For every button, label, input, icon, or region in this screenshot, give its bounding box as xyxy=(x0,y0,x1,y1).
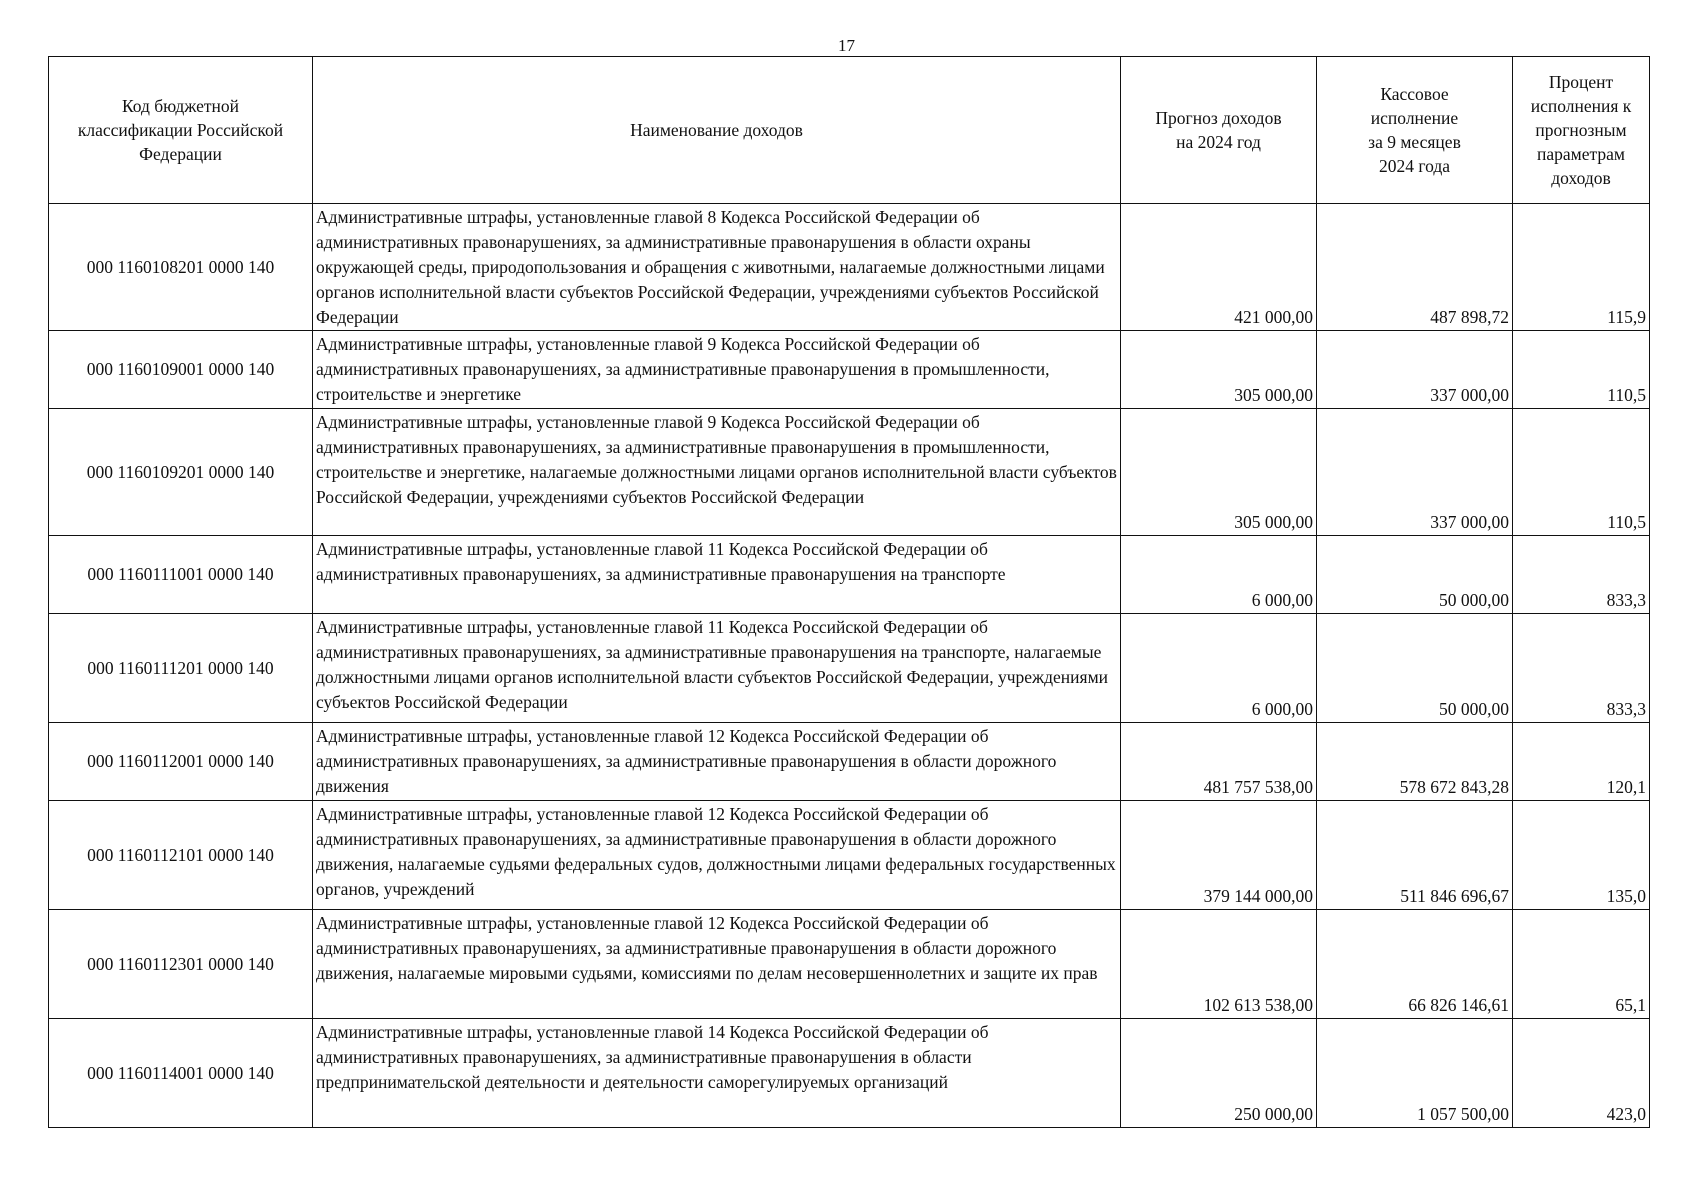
cell-name: Административные штрафы, установленные главой 12 Кодекса Российской Федерации об административных правонарушениях, за административные правонарушения в области дорожного движения, налагаемые судьями федеральных судов, должностными лицами федеральных государственных органов, учреждений xyxy=(313,801,1121,910)
table-row xyxy=(49,910,1650,1019)
cell-name: Административные штрафы, установленные главой 9 Кодекса Российской Федерации об административных правонарушениях, за административные правонарушения в промышленности, строительстве и энергетике, налагаемые должностными лицами органов исполнительной власти субъектов Российской Федерации, учреждениями субъектов Российской Федерации xyxy=(313,409,1121,536)
header-cash: Кассовое исполнение за 9 месяцев 2024 года xyxy=(1317,57,1513,204)
cell-forecast: 421 000,00 xyxy=(1121,204,1317,331)
page-number: 17 xyxy=(838,36,855,55)
cell-percent: 110,5 xyxy=(1513,331,1650,409)
cell-code: 000 1160109001 0000 140 xyxy=(49,331,313,409)
cell-code: 000 1160112101 0000 140 xyxy=(49,801,313,910)
cell-percent: 110,5 xyxy=(1513,409,1650,536)
revenue-table xyxy=(48,56,1650,1128)
cell-percent: 65,1 xyxy=(1513,910,1650,1019)
cell-forecast: 6 000,00 xyxy=(1121,614,1317,723)
cell-percent: 833,3 xyxy=(1513,614,1650,723)
cell-name: Административные штрафы, установленные главой 8 Кодекса Российской Федерации об административных правонарушениях, за административные правонарушения в области охраны окружающей среды, природопользования и обращения с животными, налагаемые должностными лицами органов исполнительной власти субъектов Российской Федерации, учреждениями субъектов Российской Федерации xyxy=(313,204,1121,331)
header-percent: Процент исполнения к прогнозным параметрам доходов xyxy=(1513,57,1650,204)
table-row xyxy=(49,331,1650,409)
table-body xyxy=(49,204,1650,1128)
cell-code: 000 1160111001 0000 140 xyxy=(49,536,313,614)
cell-forecast: 305 000,00 xyxy=(1121,409,1317,536)
cell-name: Административные штрафы, установленные главой 9 Кодекса Российской Федерации об административных правонарушениях, за административные правонарушения в промышленности, строительстве и энергетике xyxy=(313,331,1121,409)
cell-name: Административные штрафы, установленные главой 12 Кодекса Российской Федерации об административных правонарушениях, за административные правонарушения в области дорожного движения, налагаемые мировыми судьями, комиссиями по делам несовершеннолетних и защите их прав xyxy=(313,910,1121,1019)
cell-forecast: 481 757 538,00 xyxy=(1121,723,1317,801)
table-row xyxy=(49,204,1650,331)
cell-code: 000 1160112301 0000 140 xyxy=(49,910,313,1019)
cell-cash: 66 826 146,61 xyxy=(1317,910,1513,1019)
cell-percent: 120,1 xyxy=(1513,723,1650,801)
cell-code: 000 1160112001 0000 140 xyxy=(49,723,313,801)
cell-cash: 511 846 696,67 xyxy=(1317,801,1513,910)
table-row xyxy=(49,409,1650,536)
cell-percent: 115,9 xyxy=(1513,204,1650,331)
cell-code: 000 1160108201 0000 140 xyxy=(49,204,313,331)
cell-forecast: 305 000,00 xyxy=(1121,331,1317,409)
cell-forecast: 102 613 538,00 xyxy=(1121,910,1317,1019)
cell-percent: 833,3 xyxy=(1513,536,1650,614)
cell-name: Административные штрафы, установленные главой 14 Кодекса Российской Федерации об административных правонарушениях, за административные правонарушения в области предпринимательской деятельности и деятельности саморегулируемых организаций xyxy=(313,1019,1121,1128)
cell-percent: 135,0 xyxy=(1513,801,1650,910)
cell-cash: 50 000,00 xyxy=(1317,614,1513,723)
table-row xyxy=(49,1019,1650,1128)
cell-cash: 337 000,00 xyxy=(1317,331,1513,409)
table-row xyxy=(49,723,1650,801)
cell-cash: 1 057 500,00 xyxy=(1317,1019,1513,1128)
header-code: Код бюджетной классификации Российской Федерации xyxy=(49,57,313,204)
cell-name: Административные штрафы, установленные главой 12 Кодекса Российской Федерации об административных правонарушениях, за административные правонарушения в области дорожного движения xyxy=(313,723,1121,801)
cell-name: Административные штрафы, установленные главой 11 Кодекса Российской Федерации об административных правонарушениях, за административные правонарушения на транспорте, налагаемые должностными лицами органов исполнительной власти субъектов Российской Федерации, учреждениями субъектов Российской Федерации xyxy=(313,614,1121,723)
cell-code: 000 1160111201 0000 140 xyxy=(49,614,313,723)
header-name: Наименование доходов xyxy=(313,57,1121,204)
table-row xyxy=(49,614,1650,723)
cell-forecast: 379 144 000,00 xyxy=(1121,801,1317,910)
cell-cash: 50 000,00 xyxy=(1317,536,1513,614)
header-row xyxy=(49,57,1650,204)
table-header xyxy=(49,57,1650,204)
cell-name: Административные штрафы, установленные главой 11 Кодекса Российской Федерации об административных правонарушениях, за административные правонарушения на транспорте xyxy=(313,536,1121,614)
cell-code: 000 1160109201 0000 140 xyxy=(49,409,313,536)
cell-cash: 337 000,00 xyxy=(1317,409,1513,536)
cell-forecast: 6 000,00 xyxy=(1121,536,1317,614)
cell-cash: 578 672 843,28 xyxy=(1317,723,1513,801)
cell-forecast: 250 000,00 xyxy=(1121,1019,1317,1128)
table-row xyxy=(49,536,1650,614)
header-forecast: Прогноз доходов на 2024 год xyxy=(1121,57,1317,204)
cell-code: 000 1160114001 0000 140 xyxy=(49,1019,313,1128)
cell-cash: 487 898,72 xyxy=(1317,204,1513,331)
table-row xyxy=(49,801,1650,910)
cell-percent: 423,0 xyxy=(1513,1019,1650,1128)
